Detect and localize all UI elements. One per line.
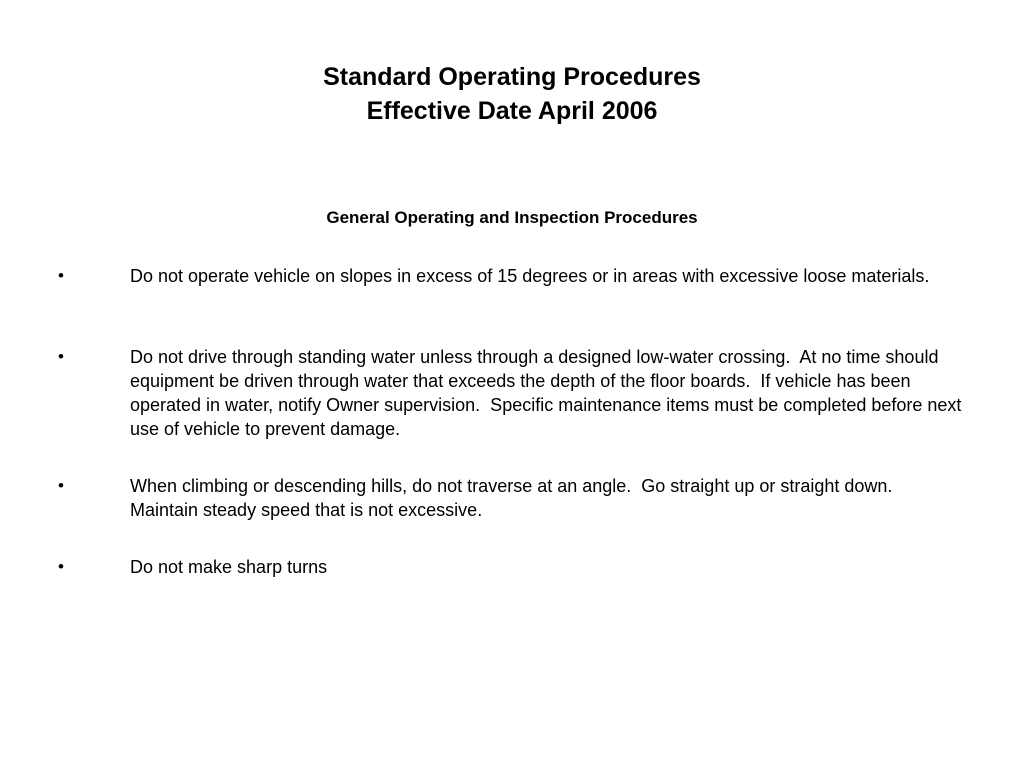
- list-item-text: When climbing or descending hills, do not traverse at an angle. Go straight up or straight down. Maintain steady speed that is not excessive.: [130, 476, 903, 520]
- bullet-icon: •: [58, 266, 64, 285]
- list-item-text: Do not operate vehicle on slopes in excess of 15 degrees or in areas with excessive loose materials.: [130, 266, 930, 286]
- section-heading: General Operating and Inspection Procedures: [326, 208, 698, 227]
- page-title: [0, 60, 1024, 128]
- bullet-icon: •: [58, 557, 64, 576]
- bullet-icon: •: [58, 476, 64, 495]
- title-line-1: Standard Operating Procedures: [323, 63, 701, 91]
- list-item-text: Do not make sharp turns: [130, 557, 328, 577]
- list-item-text: Do not drive through standing water unless through a designed low-water crossing. At no time should equipment be driven through water that exceeds the depth of the floor boards. If vehicle has been operated in water, notify Owner supervision. Specific maintenance items must be completed before next use of vehicle to prevent damage.: [130, 347, 967, 439]
- bullet-icon: •: [58, 347, 64, 366]
- title-line-2: Effective Date April 2006: [366, 97, 658, 125]
